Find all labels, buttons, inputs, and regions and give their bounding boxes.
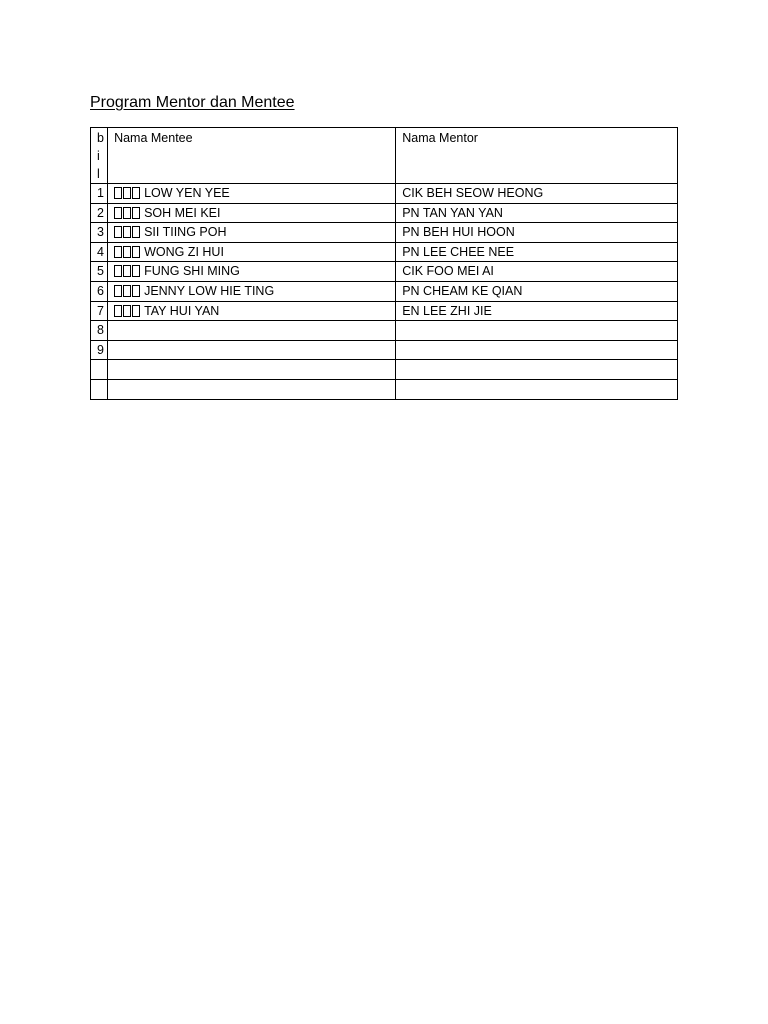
mentee-name-cell: [108, 242, 396, 262]
mentor-name-cell: CIK BEH SEOW HEONG: [396, 184, 678, 204]
missing-glyph-box-icon: [132, 187, 140, 199]
missing-glyph-box-icon: [123, 187, 131, 199]
row-number-cell: 6: [91, 281, 108, 301]
header-mentee: Nama Mentee: [108, 128, 396, 184]
row-number-cell: 7: [91, 301, 108, 321]
missing-glyph-box-icon: [114, 187, 122, 199]
mentee-name-cell: [108, 184, 396, 204]
table-row: [91, 184, 678, 204]
mentor-name-cell: PN LEE CHEE NEE: [396, 242, 678, 262]
mentee-name: LOW YEN YEE: [144, 186, 230, 200]
mentee-name-cell: [108, 203, 396, 223]
missing-glyph-box-icon: [132, 265, 140, 277]
missing-glyph-box-icon: [123, 285, 131, 297]
table-row: [91, 301, 678, 321]
missing-glyph-box-icon: [123, 305, 131, 317]
missing-glyph-box-icon: [132, 305, 140, 317]
mentee-name: TAY HUI YAN: [144, 303, 220, 318]
row-number-cell: 9: [91, 340, 108, 360]
mentee-name-cell: [108, 321, 396, 341]
page-title: Program Mentor dan Mentee: [90, 94, 295, 111]
missing-glyph-box-icon: [114, 265, 122, 277]
mentee-name-cell: [108, 223, 396, 243]
mentee-name: WONG ZI HUI: [144, 244, 224, 259]
mentor-name-cell: [396, 340, 678, 360]
mentor-name-cell: PN BEH HUI HOON: [396, 223, 678, 243]
table-row: [91, 360, 678, 380]
mentor-name-cell: PN TAN YAN YAN: [396, 203, 678, 223]
missing-glyph-icon: [114, 284, 141, 298]
table-row: [91, 379, 678, 399]
missing-glyph-box-icon: [132, 226, 140, 238]
missing-glyph-box-icon: [114, 207, 122, 219]
table-row: [91, 262, 678, 282]
table-row: [91, 223, 678, 243]
row-number-cell: 8: [91, 321, 108, 341]
table-row: [91, 321, 678, 341]
missing-glyph-box-icon: [123, 226, 131, 238]
mentee-name: SII TIING POH: [144, 225, 227, 240]
missing-glyph-box-icon: [132, 207, 140, 219]
row-number-cell: 3: [91, 223, 108, 243]
missing-glyph-box-icon: [123, 246, 131, 258]
mentor-name-cell: EN LEE ZHI JIE: [396, 301, 678, 321]
mentee-name-cell: [108, 340, 396, 360]
missing-glyph-icon: [114, 225, 141, 239]
mentee-name: JENNY LOW HIE TING: [144, 283, 275, 298]
mentee-name: FUNG SHI MING: [144, 264, 240, 279]
mentee-name-cell: [108, 281, 396, 301]
header-bil: bil: [91, 128, 108, 184]
table-row: [91, 281, 678, 301]
row-number-cell: [91, 360, 108, 380]
missing-glyph-box-icon: [123, 265, 131, 277]
mentee-name-cell: [108, 379, 396, 399]
missing-glyph-box-icon: [114, 305, 122, 317]
missing-glyph-box-icon: [132, 246, 140, 258]
row-number-cell: 5: [91, 262, 108, 282]
header-mentor: Nama Mentor: [396, 128, 678, 184]
row-number-cell: 1: [91, 184, 108, 204]
mentor-mentee-table: [90, 127, 678, 400]
mentor-name-cell: [396, 360, 678, 380]
mentee-name: SOH MEI KEI: [144, 205, 221, 220]
missing-glyph-box-icon: [123, 207, 131, 219]
table-row: [91, 340, 678, 360]
missing-glyph-icon: [114, 245, 141, 259]
row-number-cell: 2: [91, 203, 108, 223]
mentor-name-cell: [396, 321, 678, 341]
mentee-name-cell: [108, 262, 396, 282]
missing-glyph-icon: [114, 206, 141, 220]
row-number-cell: 4: [91, 242, 108, 262]
table-header-row: [91, 128, 678, 184]
missing-glyph-icon: [114, 264, 141, 278]
table-row: [91, 203, 678, 223]
missing-glyph-box-icon: [114, 226, 122, 238]
row-number-cell: [91, 379, 108, 399]
mentor-name-cell: PN CHEAM KE QIAN: [396, 281, 678, 301]
missing-glyph-icon: [114, 186, 141, 200]
mentee-name-cell: [108, 360, 396, 380]
mentor-name-cell: [396, 379, 678, 399]
mentor-name-cell: CIK FOO MEI AI: [396, 262, 678, 282]
missing-glyph-box-icon: [114, 246, 122, 258]
missing-glyph-box-icon: [132, 285, 140, 297]
table-row: [91, 242, 678, 262]
mentee-name-cell: [108, 301, 396, 321]
missing-glyph-icon: [114, 304, 141, 318]
missing-glyph-box-icon: [114, 285, 122, 297]
